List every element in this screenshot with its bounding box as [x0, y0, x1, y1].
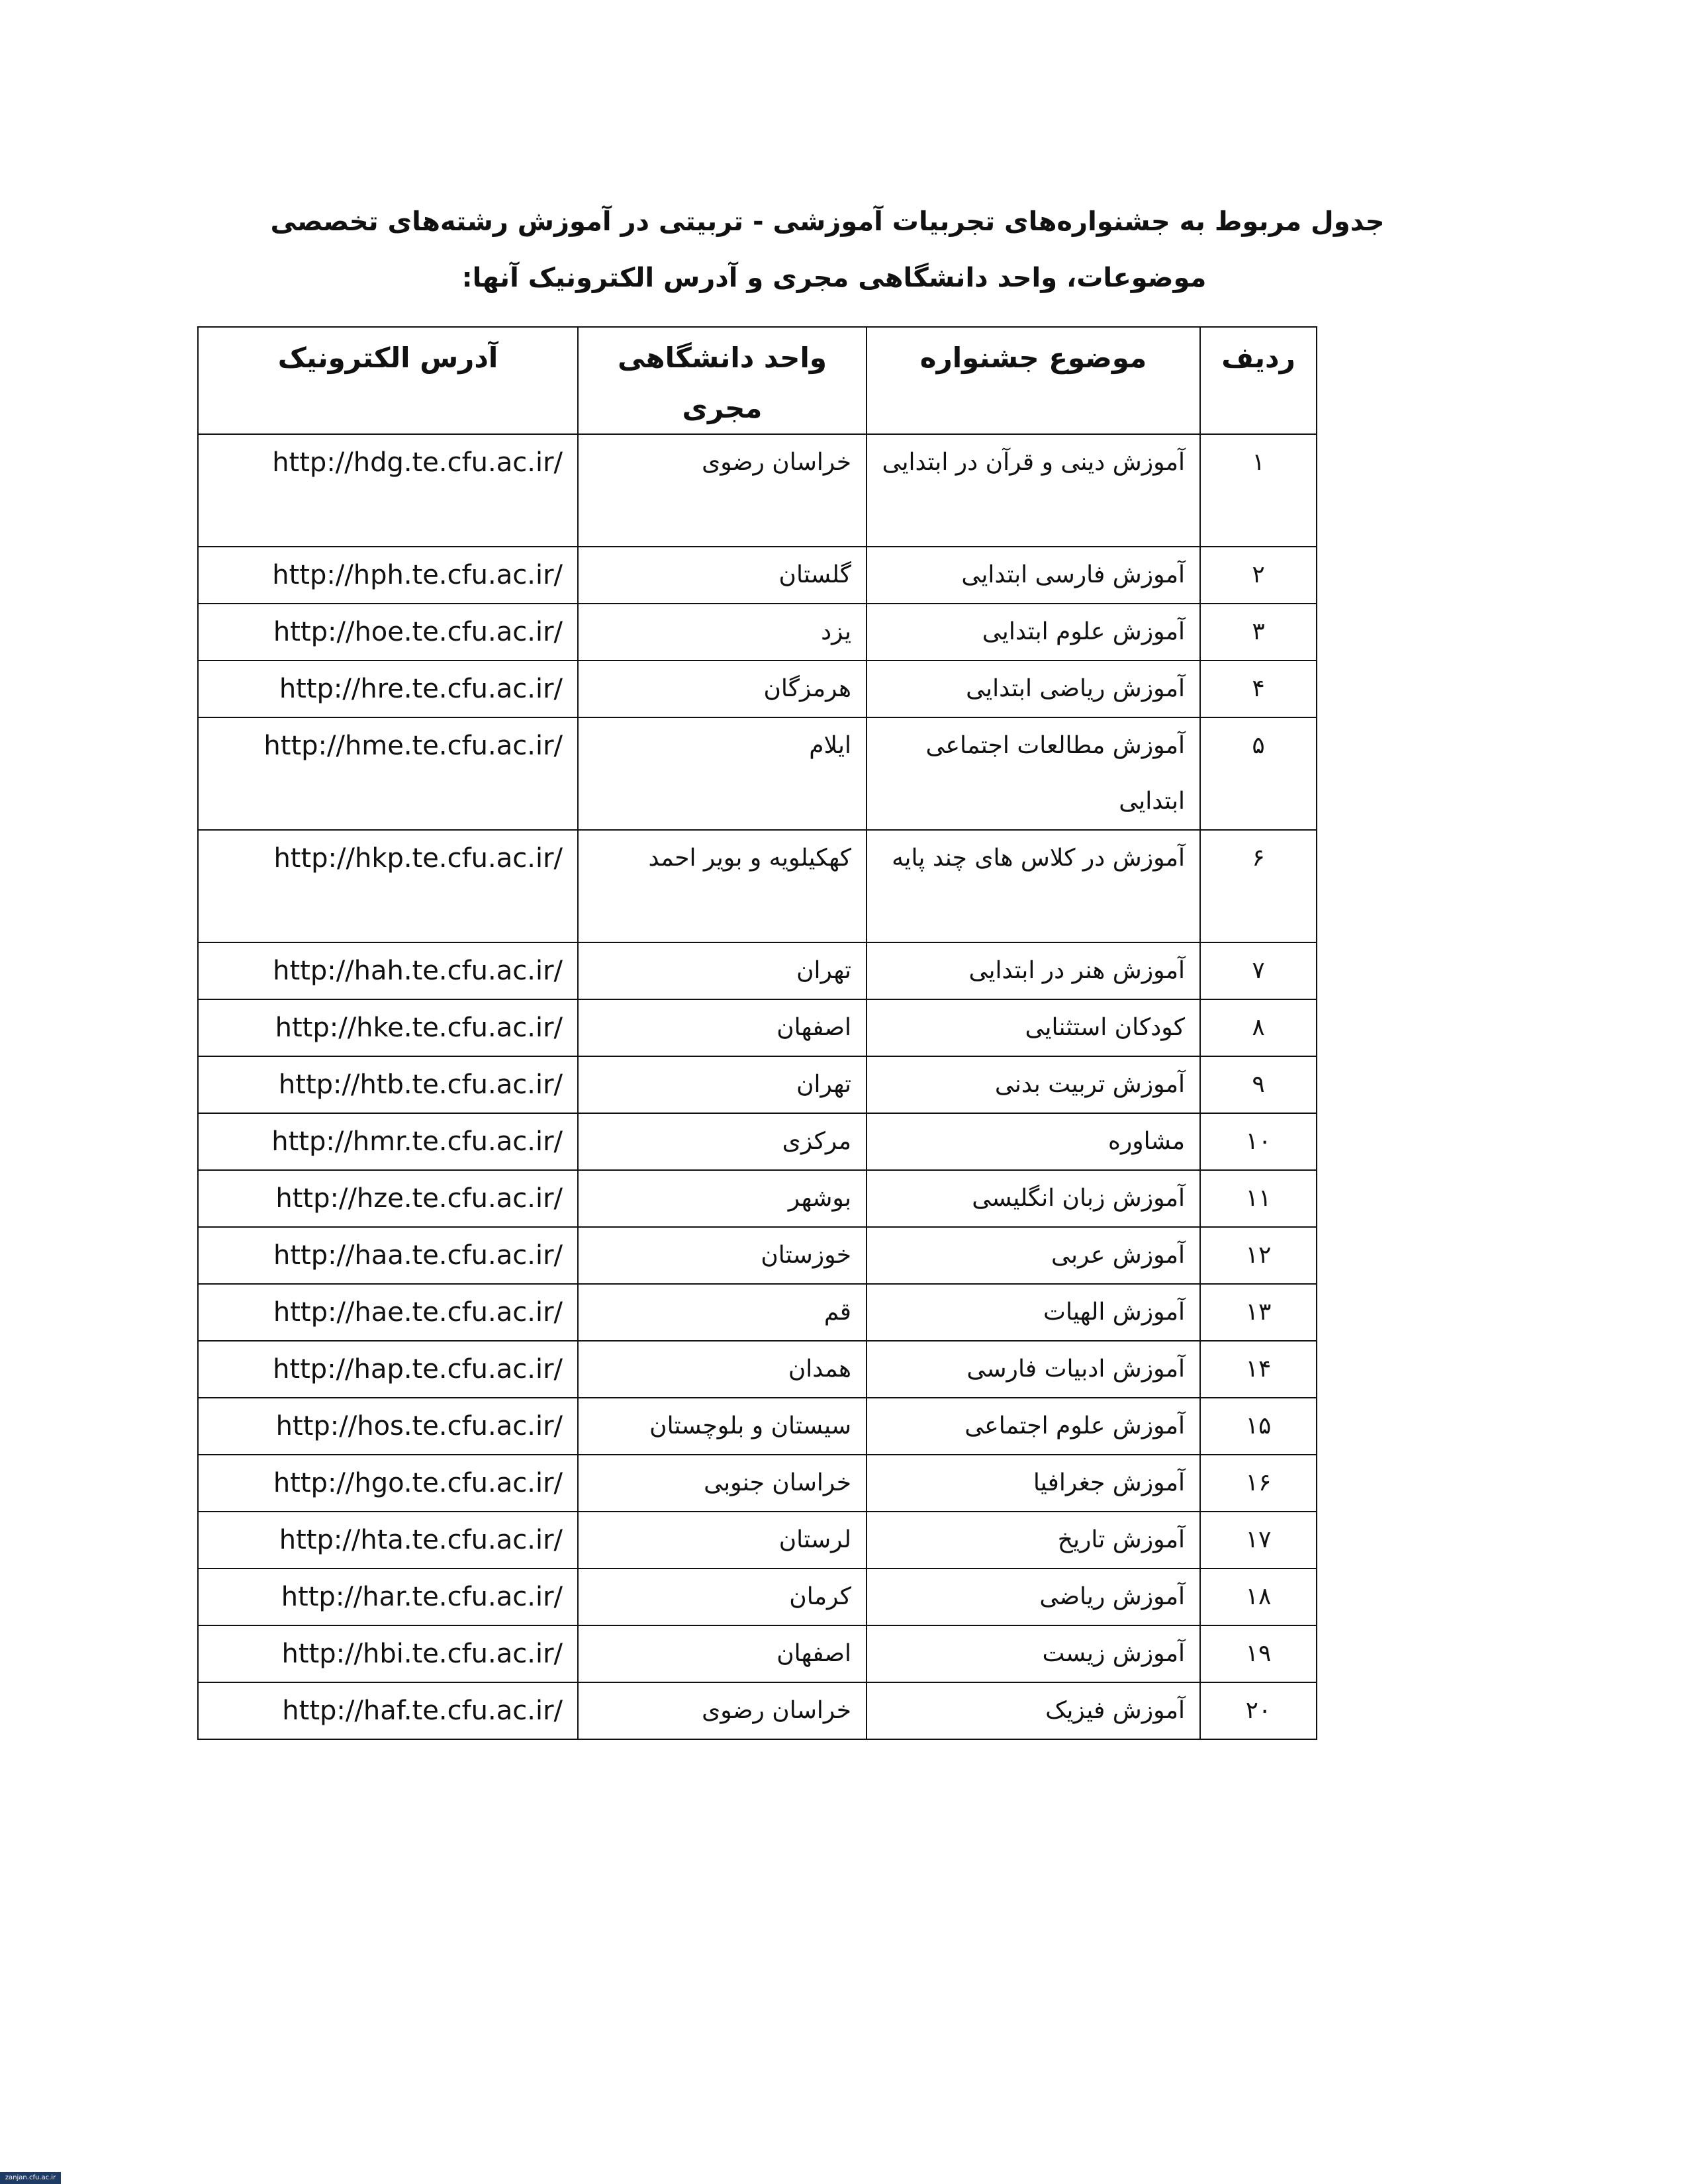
- table-row: [198, 1398, 1317, 1455]
- electronic-address-cell: http://hkp.te.cfu.ac.ir/: [198, 830, 578, 942]
- table-row: [198, 547, 1317, 604]
- table-row: [198, 717, 1317, 830]
- subject-cell: آموزش فارسی ابتدایی: [867, 547, 1200, 604]
- subject-cell: آموزش ریاضی ابتدایی: [867, 660, 1200, 717]
- row-number-cell: ۱۰: [1200, 1113, 1317, 1170]
- executing-unit-cell: ایلام: [578, 717, 867, 830]
- executing-unit-cell: خراسان رضوی: [578, 434, 867, 547]
- table-row: [198, 1682, 1317, 1739]
- electronic-address-cell: http://hph.te.cfu.ac.ir/: [198, 547, 578, 604]
- row-number-cell: ۲: [1200, 547, 1317, 604]
- subject-cell: آموزش هنر در ابتدایی: [867, 942, 1200, 999]
- row-number-cell: ۱۳: [1200, 1284, 1317, 1341]
- electronic-address-cell: http://hap.te.cfu.ac.ir/: [198, 1341, 578, 1398]
- electronic-address-cell: http://hke.te.cfu.ac.ir/: [198, 999, 578, 1056]
- table-row: [198, 660, 1317, 717]
- table-row: [198, 1455, 1317, 1512]
- subject-cell: آموزش تاریخ: [867, 1512, 1200, 1569]
- subject-cell: آموزش مطالعات اجتماعی ابتدایی: [867, 717, 1200, 830]
- executing-unit-cell: لرستان: [578, 1512, 867, 1569]
- electronic-address-cell: http://hze.te.cfu.ac.ir/: [198, 1170, 578, 1227]
- subject-cell: آموزش علوم ابتدایی: [867, 604, 1200, 660]
- header-executing-unit: واحد دانشگاهی مجری: [578, 327, 867, 434]
- electronic-address-cell: http://hah.te.cfu.ac.ir/: [198, 942, 578, 999]
- subject-cell: آموزش جغرافیا: [867, 1455, 1200, 1512]
- executing-unit-cell: خراسان رضوی: [578, 1682, 867, 1739]
- electronic-address-cell: http://hdg.te.cfu.ac.ir/: [198, 434, 578, 547]
- row-number-cell: ۲۰: [1200, 1682, 1317, 1739]
- executing-unit-cell: گلستان: [578, 547, 867, 604]
- table-row: [198, 434, 1317, 547]
- subject-cell: آموزش در کلاس های چند پایه: [867, 830, 1200, 942]
- table-row: [198, 830, 1317, 942]
- table-header-row: [198, 327, 1317, 434]
- subject-cell: آموزش ریاضی: [867, 1569, 1200, 1625]
- document-title-line-1: جدول مربوط به جشنواره‌های تجربیات آموزشی - تربیتی در آموزش رشته‌های تخصصی: [270, 206, 1385, 237]
- electronic-address-cell: http://hgo.te.cfu.ac.ir/: [198, 1455, 578, 1512]
- table-row: [198, 1569, 1317, 1625]
- subject-cell: آموزش الهیات: [867, 1284, 1200, 1341]
- table-row: [198, 1170, 1317, 1227]
- executing-unit-cell: خراسان جنوبی: [578, 1455, 867, 1512]
- row-number-cell: ۱۹: [1200, 1625, 1317, 1682]
- subject-cell: کودکان استثنایی: [867, 999, 1200, 1056]
- table-row: [198, 1512, 1317, 1569]
- table-row: [198, 999, 1317, 1056]
- festival-table: [197, 326, 1317, 1740]
- subject-cell: آموزش علوم اجتماعی: [867, 1398, 1200, 1455]
- table-row: [198, 1625, 1317, 1682]
- subject-cell: آموزش تربیت بدنی: [867, 1056, 1200, 1113]
- row-number-cell: ۸: [1200, 999, 1317, 1056]
- table-row: [198, 1284, 1317, 1341]
- executing-unit-cell: سیستان و بلوچستان: [578, 1398, 867, 1455]
- row-number-cell: ۱۷: [1200, 1512, 1317, 1569]
- row-number-cell: ۱۵: [1200, 1398, 1317, 1455]
- electronic-address-cell: http://hoe.te.cfu.ac.ir/: [198, 604, 578, 660]
- table-row: [198, 1056, 1317, 1113]
- electronic-address-cell: http://hre.te.cfu.ac.ir/: [198, 660, 578, 717]
- table-row: [198, 942, 1317, 999]
- document-title-line-2: موضوعات، واحد دانشگاهی مجری و آدرس الکترونیک آنها:: [461, 263, 1207, 293]
- electronic-address-cell: http://har.te.cfu.ac.ir/: [198, 1569, 578, 1625]
- electronic-address-cell: http://haa.te.cfu.ac.ir/: [198, 1227, 578, 1284]
- executing-unit-cell: اصفهان: [578, 1625, 867, 1682]
- table-row: [198, 1113, 1317, 1170]
- row-number-cell: ۱۸: [1200, 1569, 1317, 1625]
- electronic-address-cell: http://haf.te.cfu.ac.ir/: [198, 1682, 578, 1739]
- table-body: [198, 434, 1317, 1739]
- executing-unit-cell: هرمزگان: [578, 660, 867, 717]
- row-number-cell: ۵: [1200, 717, 1317, 830]
- executing-unit-cell: یزد: [578, 604, 867, 660]
- footer-watermark: zanjan.cfu.ac.ir: [0, 2172, 61, 2184]
- row-number-cell: ۱: [1200, 434, 1317, 547]
- executing-unit-cell: همدان: [578, 1341, 867, 1398]
- header-electronic-address: آدرس الکترونیک: [198, 327, 578, 434]
- executing-unit-cell: قم: [578, 1284, 867, 1341]
- executing-unit-cell: بوشهر: [578, 1170, 867, 1227]
- executing-unit-cell: اصفهان: [578, 999, 867, 1056]
- electronic-address-cell: http://hta.te.cfu.ac.ir/: [198, 1512, 578, 1569]
- row-number-cell: ۱۱: [1200, 1170, 1317, 1227]
- row-number-cell: ۱۲: [1200, 1227, 1317, 1284]
- subject-cell: آموزش زیست: [867, 1625, 1200, 1682]
- subject-cell: آموزش دینی و قرآن در ابتدایی: [867, 434, 1200, 547]
- electronic-address-cell: http://hae.te.cfu.ac.ir/: [198, 1284, 578, 1341]
- table-row: [198, 1227, 1317, 1284]
- row-number-cell: ۴: [1200, 660, 1317, 717]
- subject-cell: مشاوره: [867, 1113, 1200, 1170]
- electronic-address-cell: http://hbi.te.cfu.ac.ir/: [198, 1625, 578, 1682]
- row-number-cell: ۳: [1200, 604, 1317, 660]
- row-number-cell: ۶: [1200, 830, 1317, 942]
- header-subject: موضوع جشنواره: [867, 327, 1200, 434]
- subject-cell: آموزش عربی: [867, 1227, 1200, 1284]
- electronic-address-cell: http://hme.te.cfu.ac.ir/: [198, 717, 578, 830]
- electronic-address-cell: http://hmr.te.cfu.ac.ir/: [198, 1113, 578, 1170]
- row-number-cell: ۷: [1200, 942, 1317, 999]
- executing-unit-cell: تهران: [578, 1056, 867, 1113]
- executing-unit-cell: تهران: [578, 942, 867, 999]
- row-number-cell: ۱۴: [1200, 1341, 1317, 1398]
- subject-cell: آموزش فیزیک: [867, 1682, 1200, 1739]
- row-number-cell: ۹: [1200, 1056, 1317, 1113]
- table-row: [198, 604, 1317, 660]
- header-row-number: ردیف: [1200, 327, 1317, 434]
- row-number-cell: ۱۶: [1200, 1455, 1317, 1512]
- electronic-address-cell: http://hos.te.cfu.ac.ir/: [198, 1398, 578, 1455]
- subject-cell: آموزش زبان انگلیسی: [867, 1170, 1200, 1227]
- electronic-address-cell: http://htb.te.cfu.ac.ir/: [198, 1056, 578, 1113]
- executing-unit-cell: مرکزی: [578, 1113, 867, 1170]
- table-row: [198, 1341, 1317, 1398]
- subject-cell: آموزش ادبیات فارسی: [867, 1341, 1200, 1398]
- executing-unit-cell: کرمان: [578, 1569, 867, 1625]
- executing-unit-cell: کهکیلویه و بویر احمد: [578, 830, 867, 942]
- executing-unit-cell: خوزستان: [578, 1227, 867, 1284]
